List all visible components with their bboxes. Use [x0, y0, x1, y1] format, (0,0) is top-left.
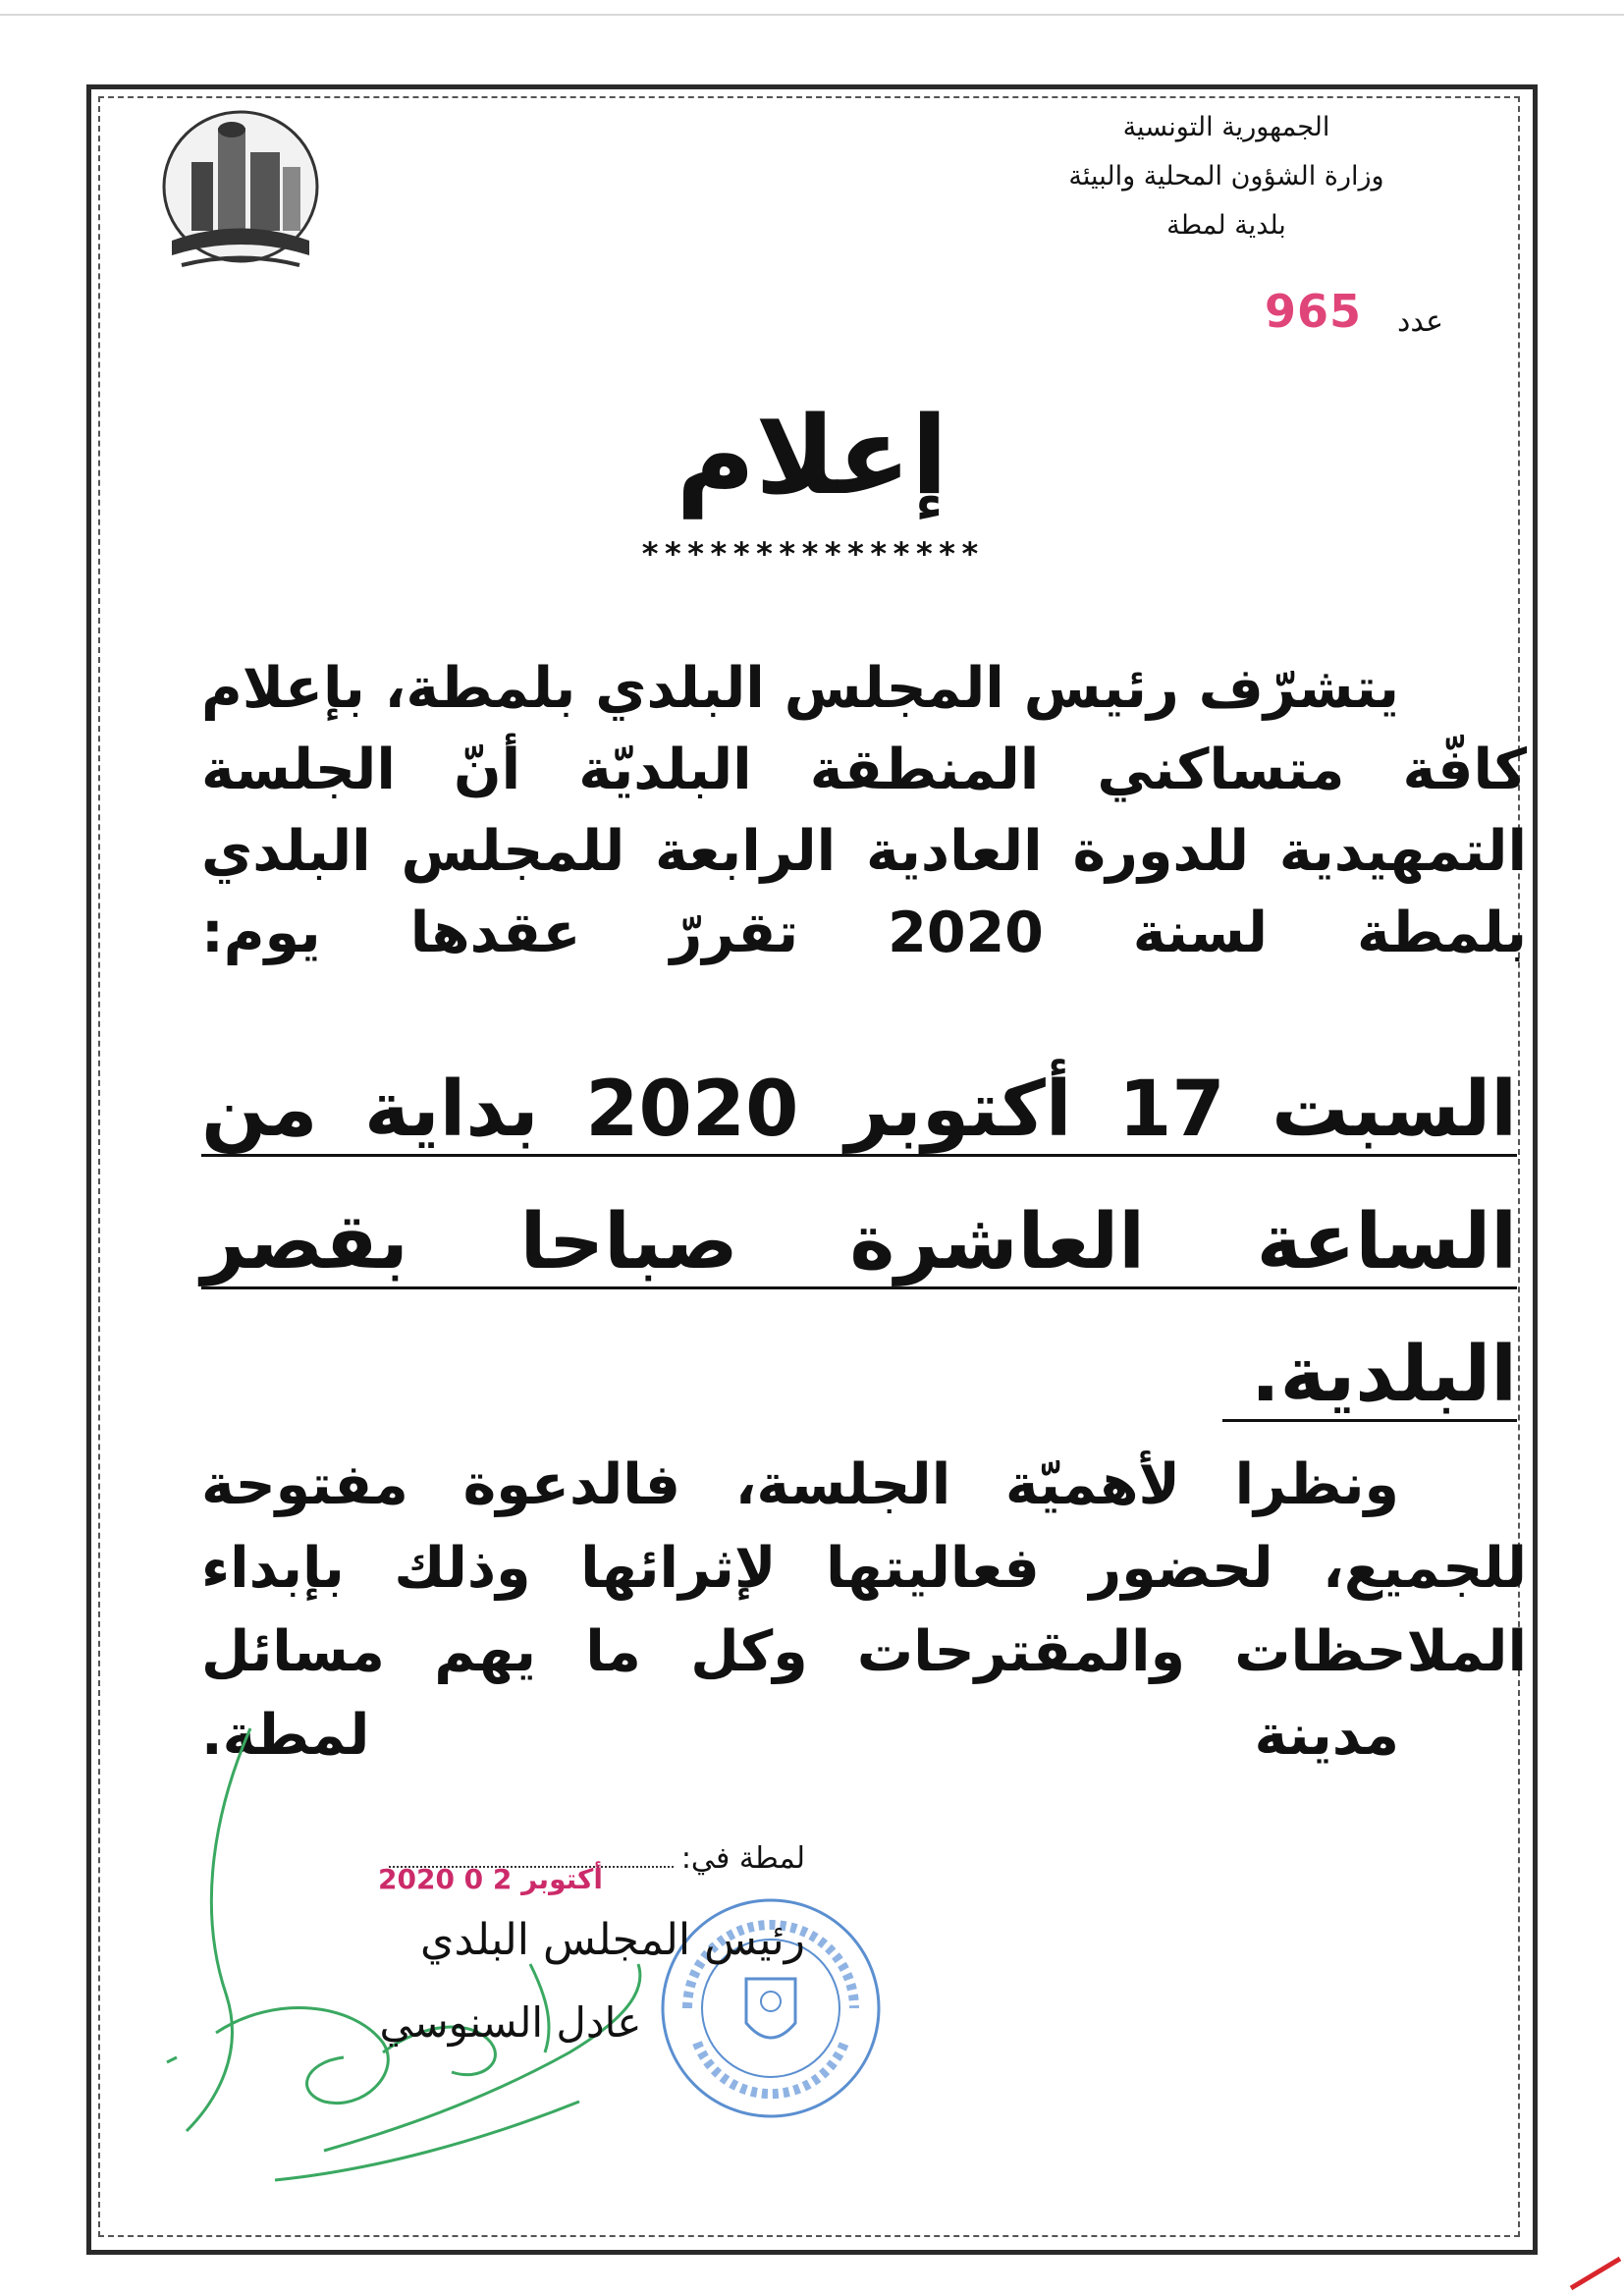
- date-stamp: 2020 0 2 أكتوبر: [378, 1863, 603, 1895]
- invitation-paragraph-main: ونظرا لأهميّة الجلسة، فالدعوة مفتوحة للجميع، لحضور فعاليتها لإثرائها وذلك بإبداء الملاحظات والمقترحات وكل ما يهم مسائل: [201, 1452, 1527, 1684]
- letterhead: [981, 103, 1472, 250]
- invitation-paragraph-end: مدينة لمطة.: [201, 1703, 1399, 1768]
- title-separator: ***************: [640, 535, 984, 573]
- announcement-paragraph: يتشرّف رئيس المجلس البلدي بلمطة، بإعلام كافّة متساكني المنطقة البلديّة أنّ الجلسة التمهيدية للدورة العادية الرابعة للمجلس البلدي بلمطة لسنة 2020 تقررّ عقدها يوم:: [201, 656, 1527, 965]
- document-title: إعلام: [676, 393, 948, 519]
- place-label: لمطة في:: [680, 1841, 805, 1876]
- signatory-name: عادل السنوسي: [379, 1998, 642, 2047]
- country-name: الجمهورية التونسية: [1122, 112, 1330, 142]
- reference-number-value: 965: [1265, 285, 1363, 338]
- meeting-date-line: السبت 17 أكتوبر 2020 بداية من: [201, 1066, 1517, 1157]
- municipality-name: بلدية لمطة: [1166, 210, 1286, 241]
- scan-edge-line: [0, 14, 1624, 16]
- red-pen-mark: [1561, 2249, 1624, 2296]
- signatory-role: رئيس المجلس البلدي: [420, 1915, 805, 1965]
- meeting-time-line: الساعة العاشرة صباحا بقصر: [201, 1198, 1517, 1289]
- reference-number: [1208, 285, 1443, 344]
- ministry-name: وزارة الشؤون المحلية والبيئة: [1068, 161, 1384, 191]
- municipality-logo: [157, 108, 324, 280]
- meeting-place-line: البلدية.: [1222, 1331, 1517, 1422]
- reference-number-label: عدد: [1396, 304, 1443, 339]
